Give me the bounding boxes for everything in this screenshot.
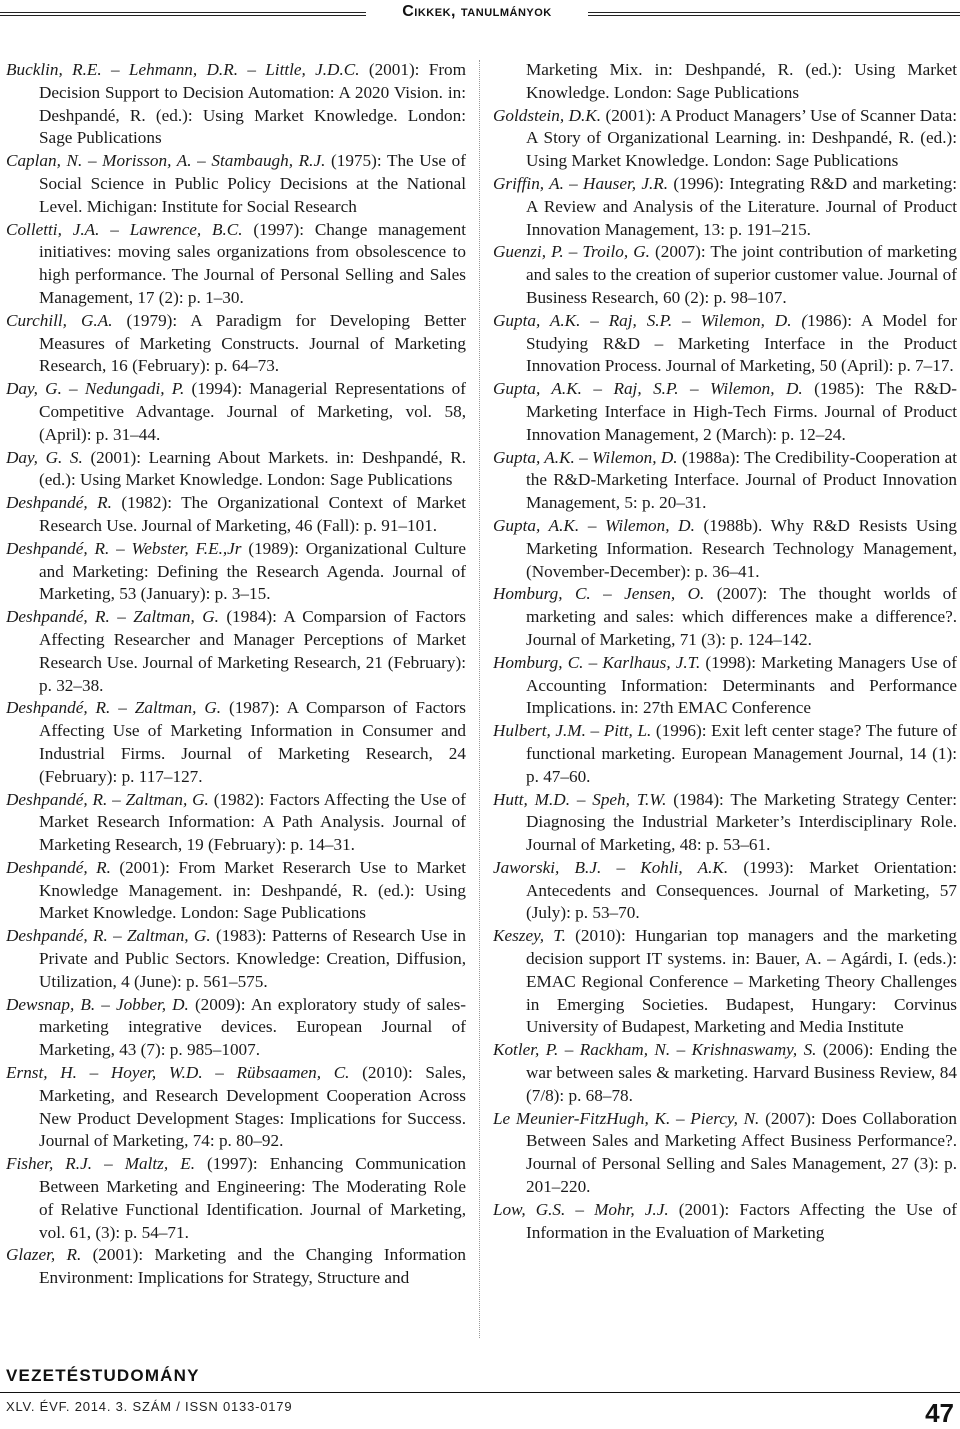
reference-text: (2007): The joint contribution of marketing and sales to the creation of superior customer value. Journal of Business Research, 60 (2): p. 98–107.	[526, 242, 957, 307]
reference-authors: Deshpandé, R.	[6, 857, 111, 877]
reference-entry	[493, 310, 957, 378]
reference-authors: Caplan, N. – Morisson, A. – Stambaugh, R.J.	[6, 151, 326, 171]
reference-text: (1989): Organizational Culture and Marketing: Defining the Research Agenda. Journal of Marketing, 53 (January): p. 3–15.	[39, 538, 466, 604]
reference-authors: Low, G.S. – Mohr, J.J.	[493, 1199, 669, 1219]
reference-text: (2001): A Product Managers’ Use of Scanner Data: A Story of Organizational Learning. in: Deshpandé, R. (ed.): Using Market Knowledge. London: Sage Publications	[526, 105, 957, 171]
reference-authors: Bucklin, R.E. – Lehmann, D.R. – Little, J.D.C.	[6, 60, 360, 79]
reference-authors: Hutt, M.D. – Speh, T.W.	[493, 789, 667, 809]
reference-entry	[493, 1108, 957, 1199]
reference-entry	[493, 241, 957, 309]
reference-text: (1983): Patterns of Research Use in Private and Public Sectors. Knowledge: Creation, Diffusion, Utilization, 4 (June): p. 561–575.	[39, 926, 466, 991]
running-header	[0, 0, 960, 28]
reference-text: (2001): Learning About Markets. in: Deshpandé, R. (ed.): Using Market Knowledge. London: Sage Publications	[39, 447, 466, 490]
reference-authors: Ernst, H. – Hoyer, W.D. – Rübsaamen, C.	[6, 1063, 350, 1083]
reference-authors: Gupta, A.K. – Wilemon, D.	[493, 447, 678, 467]
reference-text: (1997): Enhancing Communication Between Marketing and Engineering: The Moderating Role of Relative Functional Identification. Journal of Marketing, vol. 61, (3): p. 54–71.	[39, 1154, 466, 1242]
reference-entry	[493, 447, 957, 515]
reference-entry	[493, 173, 957, 241]
reference-entry	[6, 994, 466, 1062]
reference-text: (1996): Integrating R&D and marketing: A Review and Analysis of the Literature. Journal of Product Innovation Management, 13: p. 191–215.	[526, 173, 957, 239]
reference-entry	[6, 697, 466, 788]
reference-entry	[493, 583, 957, 651]
reference-authors: Griffin, A. – Hauser, J.R.	[493, 173, 669, 193]
reference-entry	[6, 1244, 466, 1290]
reference-entry	[493, 652, 957, 720]
reference-authors: Hulbert, J.M. – Pitt, L.	[493, 721, 652, 741]
reference-text: (1979): A Paradigm for Developing Better Measures of Marketing Constructs. Journal of Marketing Research, 16 (February): p. 64–73.	[39, 310, 466, 376]
reference-authors: Deshpandé, R. – Zaltman, G.	[6, 607, 219, 627]
reference-authors: Gupta, A.K. – Wilemon, D.	[493, 515, 695, 535]
references-right-column	[493, 59, 957, 1339]
reference-text: (1985): The R&D-Marketing Interface in High-Tech Firms. Journal of Product Innovation Management, 2 (March): p. 12–24.	[526, 379, 957, 444]
reference-text: (1998): Marketing Managers Use of Accounting Information: Determinants and Performance Implications. in: 27th EMAC Conference	[526, 652, 957, 718]
reference-authors: Day, G. S.	[6, 447, 83, 467]
reference-entry	[493, 720, 957, 788]
reference-entry	[493, 515, 957, 583]
reference-text: (1988a): The Credibility-Cooperation at the R&D-Marketing Interface. Journal of Product Innovation Management, 5: p. 20–31.	[526, 447, 957, 513]
reference-text: (1982): Factors Affecting the Use of Market Research Information: A Path Analysis. Journal of Marketing Research, 19 (February): p. 14–31.	[39, 789, 466, 855]
reference-text: (2007): Does Collaboration Between Sales and Marketing Affect Business Performance?. Journal of Personal Selling and Sales Management, 27 (3): p. 201–220.	[526, 1108, 957, 1197]
reference-authors: Fisher, R.J. – Maltz, E.	[6, 1154, 196, 1174]
reference-entry	[6, 925, 466, 993]
reference-text: (2009): An exploratory study of sales-marketing integrative devices. European Journal of Marketing, 43 (7): p. 985–1007.	[39, 994, 466, 1060]
reference-text: (1988b). Why R&D Resists Using Marketing Information. Research Technology Management, (November-December): p. 36–41.	[526, 515, 957, 581]
reference-entry	[6, 857, 466, 925]
issue-info: XLV. ÉVF. 2014. 3. SZÁM / ISSN 0133-0179	[6, 1399, 293, 1414]
reference-text: (1975): The Use of Social Science in Public Policy Decisions at the National Level. Michigan: Institute for Social Research	[39, 151, 466, 216]
reference-authors: Deshpandé, R. – Zaltman, G.	[6, 926, 211, 946]
reference-entry	[6, 310, 466, 378]
reference-authors: Homburg, C. – Karlhaus, J.T.	[493, 652, 701, 672]
reference-text: (2007): The thought worlds of marketing and sales: which differences make a difference?. Journal of Marketing, 71 (3): p. 124–142.	[526, 584, 957, 649]
references-left-column	[6, 59, 466, 1339]
reference-entry	[493, 1039, 957, 1107]
reference-text: (2001): From Market Reserarch Use to Market Knowledge Management. in: Deshpandé, R. (ed.): Using Market Knowledge. London: Sage Publications	[39, 857, 466, 923]
reference-authors: Kotler, P. – Rackham, N. – Krishnaswamy, S.	[493, 1040, 817, 1060]
reference-text: (2001): Marketing and the Changing Information Environment: Implications for Strategy, Structure and	[39, 1245, 466, 1288]
reference-entry	[6, 789, 466, 857]
reference-text: (2010): Hungarian top managers and the marketing decision support IT systems. in: Bauer, A. – Agárdi, I. (eds.): EMAC Regional Conference – Marketing Theory Challenges in Emerging Societies. Budapest, Hungary: Corvinus University of Budapest, Marketing and Media Institute	[526, 926, 957, 1037]
header-rule-right	[588, 12, 960, 16]
reference-entry	[6, 150, 466, 218]
reference-text: (1996): Exit left center stage? The future of functional marketing. European Management Journal, 14 (1): p. 47–60.	[526, 721, 957, 786]
reference-text: (1997): Change management initiatives: moving sales organizations from obsolescence to high performance. The Journal of Personal Selling and Sales Management, 17 (2): p. 1–30.	[39, 219, 466, 307]
reference-entry	[6, 59, 466, 150]
reference-authors: Dewsnap, B. – Jobber, D.	[6, 994, 189, 1014]
reference-entry	[493, 1199, 957, 1245]
journal-brand: VEZETÉSTUDOMÁNY	[6, 1366, 200, 1385]
reference-text: (2001): From Decision Support to Decision Automation: A 2020 Vision. in: Deshpandé, R. (ed.): Using Market Knowledge. London: Sage Publications	[39, 60, 466, 148]
reference-text: (2001): Factors Affecting the Use of Information in the Evaluation of Marketing	[526, 1199, 957, 1242]
reference-entry	[493, 857, 957, 925]
reference-entry	[6, 1153, 466, 1244]
reference-text: (1987): A Comparson of Factors Affecting Use of Marketing Information in Consumer and Industrial Firms. Journal of Marketing Research, 24 (February): p. 117–127.	[39, 698, 466, 786]
reference-entry	[6, 492, 466, 538]
reference-text: (1984): A Comparsion of Factors Affecting Researcher and Manager Perceptions of Market Research Use. Journal of Marketing Research, 21 (February): p. 32–38.	[39, 607, 466, 695]
reference-text: (2006): Ending the war between sales & marketing. Harvard Business Review, 84 (7/8): p. 68–78.	[526, 1040, 957, 1105]
reference-entry	[6, 447, 466, 493]
reference-authors: Day, G. – Nedungadi, P.	[6, 379, 185, 399]
reference-authors: Keszey, T.	[493, 926, 566, 946]
reference-authors: Le Meunier-FitzHugh, K. – Piercy, N.	[493, 1108, 760, 1128]
reference-authors: Deshpandé, R.	[6, 493, 112, 513]
reference-authors: Deshpandé, R. – Zaltman, G.	[6, 698, 222, 718]
reference-entry	[6, 1062, 466, 1153]
reference-text: (1993): Market Orientation: Antecedents and Consequences. Journal of Marketing, 57 (July): p. 53–70.	[526, 857, 957, 923]
reference-text: Marketing Mix. in: Deshpandé, R. (ed.): Using Market Knowledge. London: Sage Publications	[526, 60, 957, 102]
reference-entry	[6, 606, 466, 697]
reference-text: (1994): Managerial Representations of Competitive Advantage. Journal of Marketing, vol. 58, (April): p. 31–44.	[39, 379, 466, 444]
reference-text: (1982): The Organizational Context of Market Research Use. Journal of Marketing, 46 (Fall): p. 91–101.	[39, 493, 466, 535]
reference-authors: Deshpandé, R. – Webster, F.E.,Jr	[6, 538, 242, 558]
reference-authors: Guenzi, P. – Troilo, G.	[493, 242, 650, 262]
reference-authors: Gupta, A.K. – Raj, S.P. – Wilemon, D. (	[493, 310, 808, 330]
reference-authors: Glazer, R.	[6, 1245, 82, 1265]
reference-authors: Goldstein, D.K.	[493, 105, 602, 125]
reference-text: (1984): The Marketing Strategy Center: Diagnosing the Industrial Marketer’s Interdisciplinary Role. Journal of Marketing, 48: p. 53–61.	[526, 789, 957, 855]
reference-entry	[493, 925, 957, 1039]
header-rule-left	[0, 12, 366, 16]
reference-entry	[6, 219, 466, 310]
reference-authors: Curchill, G.A.	[6, 310, 113, 330]
reference-entry	[493, 378, 957, 446]
footer-rule	[0, 1392, 960, 1393]
reference-authors: Jaworski, B.J. – Kohli, A.K.	[493, 857, 729, 877]
column-divider	[479, 60, 480, 1338]
reference-text: (2010): Sales, Marketing, and Research Development Cooperation Across New Product Development Stages: Implications for Success. Journal of Marketing, 74: p. 80–92.	[39, 1063, 466, 1151]
reference-text: 1986): A Model for Studying R&D – Marketing Interface in the Product Innovation Process. Journal of Marketing, 50 (April): p. 7–17.	[526, 310, 957, 376]
reference-entry	[493, 59, 957, 105]
reference-authors: Homburg, C. – Jensen, O.	[493, 584, 705, 604]
reference-authors: Gupta, A.K. – Raj, S.P. – Wilemon, D.	[493, 379, 803, 399]
page-number: 47	[925, 1398, 954, 1428]
reference-authors: Deshpandé, R. – Zaltman, G.	[6, 789, 209, 809]
section-title: Cikkek, tanulmányok	[402, 3, 552, 20]
reference-entry	[493, 789, 957, 857]
reference-entry	[6, 538, 466, 606]
reference-authors: Colletti, J.A. – Lawrence, B.C.	[6, 219, 243, 239]
reference-entry	[493, 105, 957, 173]
reference-entry	[6, 378, 466, 446]
